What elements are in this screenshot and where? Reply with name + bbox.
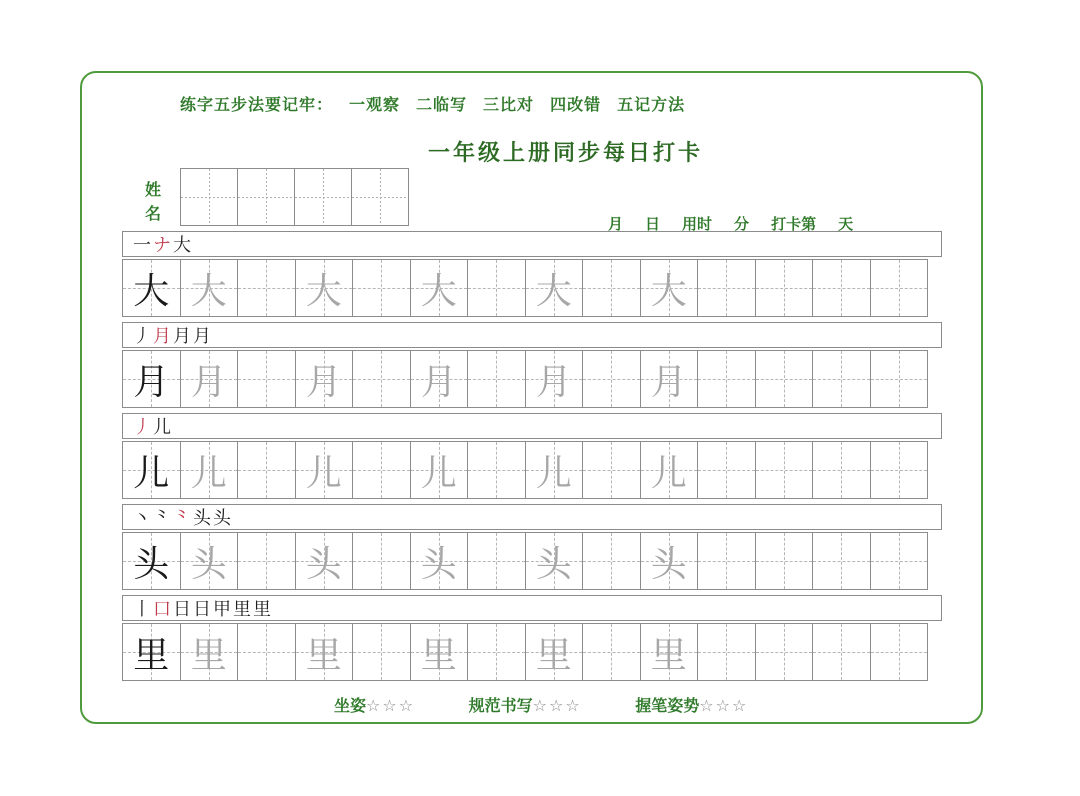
tianzige-cell[interactable] — [525, 532, 584, 590]
stroke-step: 口 — [153, 599, 171, 620]
tianzige-cell[interactable] — [812, 259, 871, 317]
tianzige-cell[interactable] — [410, 441, 469, 499]
page-title: 一年级上册同步每日打卡 — [428, 141, 704, 166]
footer-label: 规范书写 — [468, 696, 533, 715]
tianzige-cell[interactable] — [180, 441, 239, 499]
trace-character: 大 — [305, 270, 342, 312]
stroke-step: ⺀ — [153, 508, 171, 529]
tianzige-cell[interactable] — [352, 259, 411, 317]
checkin-day-label: 打卡第 — [771, 215, 817, 233]
writing-grid-row — [122, 623, 942, 681]
trace-character: 儿 — [305, 452, 342, 494]
tianzige-cell[interactable] — [237, 259, 296, 317]
trace-character: 里 — [420, 634, 457, 676]
name-box-cell[interactable] — [351, 168, 409, 226]
tianzige-cell[interactable] — [122, 259, 181, 317]
trace-character: 里 — [535, 634, 572, 676]
tianzige-cell[interactable] — [870, 441, 929, 499]
evaluation-footer — [334, 693, 796, 716]
tianzige-cell[interactable] — [122, 532, 181, 590]
tianzige-cell[interactable] — [697, 350, 756, 408]
stroke-order-row — [122, 413, 942, 439]
tianzige-cell[interactable] — [237, 441, 296, 499]
trace-character: 头 — [305, 543, 342, 585]
step-5: 五记方法 — [617, 95, 686, 114]
tianzige-cell[interactable] — [812, 350, 871, 408]
tianzige-cell[interactable] — [410, 532, 469, 590]
five-steps-header — [180, 92, 880, 115]
tianzige-cell[interactable] — [410, 350, 469, 408]
trace-character: 里 — [190, 634, 227, 676]
stroke-step: 甲 — [213, 599, 231, 620]
rating-stars[interactable]: ☆☆☆ — [532, 696, 582, 715]
step-3: 三比对 — [483, 95, 535, 114]
tianzige-cell[interactable] — [812, 623, 871, 681]
practice-area — [122, 231, 942, 686]
stroke-step: 月 — [153, 326, 171, 347]
tianzige-cell[interactable] — [122, 623, 181, 681]
tianzige-cell[interactable] — [812, 441, 871, 499]
tianzige-cell[interactable] — [237, 623, 296, 681]
stroke-step: 月 — [193, 326, 211, 347]
step-4: 四改错 — [550, 95, 602, 114]
tianzige-cell[interactable] — [295, 259, 354, 317]
stroke-step: 头 — [213, 508, 231, 529]
writing-grid-row — [122, 259, 942, 317]
trace-character: 头 — [535, 543, 572, 585]
stroke-order-row — [122, 231, 942, 257]
tianzige-cell[interactable] — [640, 623, 699, 681]
name-label — [140, 178, 166, 226]
footer-item-posture — [334, 696, 415, 715]
writing-grid-row — [122, 532, 942, 590]
tianzige-cell[interactable] — [352, 441, 411, 499]
tianzige-cell[interactable] — [755, 623, 814, 681]
tianzige-cell[interactable] — [467, 441, 526, 499]
trace-character: 儿 — [535, 452, 572, 494]
footer-label: 握笔姿势 — [635, 696, 700, 715]
tianzige-cell[interactable] — [870, 532, 929, 590]
tianzige-cell[interactable] — [870, 259, 929, 317]
name-input-boxes[interactable] — [180, 168, 408, 226]
model-character: 大 — [133, 270, 170, 312]
practice-row — [122, 595, 942, 681]
stroke-step: 丨 — [133, 599, 151, 620]
tianzige-cell[interactable] — [410, 623, 469, 681]
trace-character: 大 — [650, 270, 687, 312]
stroke-step: 丶 — [133, 508, 151, 529]
time-used-label: 用时 — [682, 215, 713, 233]
tianzige-cell[interactable] — [640, 532, 699, 590]
tianzige-cell[interactable] — [295, 532, 354, 590]
trace-character: 儿 — [420, 452, 457, 494]
stroke-order-row — [122, 595, 942, 621]
tianzige-cell[interactable] — [410, 259, 469, 317]
tianzige-cell[interactable] — [180, 532, 239, 590]
tianzige-cell[interactable] — [755, 259, 814, 317]
tianzige-cell[interactable] — [525, 350, 584, 408]
model-character: 儿 — [133, 452, 170, 494]
trace-character: 月 — [190, 361, 227, 403]
steps-intro: 练字五步法要记牢： — [180, 95, 334, 114]
rating-stars[interactable]: ☆☆☆ — [366, 696, 416, 715]
name-label-char-2: 名 — [144, 204, 161, 223]
tianzige-cell[interactable] — [755, 350, 814, 408]
trace-character: 大 — [420, 270, 457, 312]
tianzige-cell[interactable] — [582, 623, 641, 681]
tianzige-cell[interactable] — [582, 259, 641, 317]
trace-character: 大 — [535, 270, 572, 312]
writing-grid-row — [122, 441, 942, 499]
name-box-cell[interactable] — [294, 168, 352, 226]
date-day-label: 日 — [645, 215, 661, 233]
trace-character: 月 — [535, 361, 572, 403]
trace-character: 儿 — [650, 452, 687, 494]
stroke-step: 丿 — [133, 326, 151, 347]
name-label-char-1: 姓 — [144, 180, 161, 199]
tianzige-cell[interactable] — [870, 623, 929, 681]
tianzige-cell[interactable] — [525, 259, 584, 317]
tianzige-cell[interactable] — [755, 532, 814, 590]
trace-character: 月 — [305, 361, 342, 403]
tianzige-cell[interactable] — [295, 441, 354, 499]
tianzige-cell[interactable] — [352, 623, 411, 681]
trace-character: 头 — [190, 543, 227, 585]
trace-character: 儿 — [190, 452, 227, 494]
tianzige-cell[interactable] — [237, 532, 296, 590]
tianzige-cell[interactable] — [467, 350, 526, 408]
stroke-step: 日 — [193, 599, 211, 620]
stroke-step: 头 — [193, 508, 211, 529]
trace-character: 头 — [650, 543, 687, 585]
footer-item-grip — [635, 696, 748, 715]
tianzige-cell[interactable] — [697, 623, 756, 681]
stroke-step: 月 — [173, 326, 191, 347]
stroke-order-row — [122, 504, 942, 530]
stroke-step: 丿 — [133, 417, 151, 438]
stroke-step: 儿 — [153, 417, 171, 438]
tianzige-cell[interactable] — [697, 259, 756, 317]
stroke-step: 大 — [173, 235, 191, 256]
tianzige-cell[interactable] — [697, 532, 756, 590]
tianzige-cell[interactable] — [467, 532, 526, 590]
tianzige-cell[interactable] — [467, 259, 526, 317]
tianzige-cell[interactable] — [870, 350, 929, 408]
trace-character: 里 — [650, 634, 687, 676]
stroke-step: 里 — [233, 599, 251, 620]
tianzige-cell[interactable] — [180, 350, 239, 408]
tianzige-cell[interactable] — [582, 350, 641, 408]
tianzige-cell[interactable] — [122, 350, 181, 408]
stroke-step: 里 — [253, 599, 271, 620]
rating-stars[interactable]: ☆☆☆ — [699, 696, 749, 715]
minutes-label: 分 — [734, 215, 750, 233]
practice-row — [122, 413, 942, 499]
model-character: 月 — [133, 361, 170, 403]
tianzige-cell[interactable] — [237, 350, 296, 408]
stroke-step: ナ — [153, 235, 171, 256]
practice-row — [122, 504, 942, 590]
practice-row — [122, 322, 942, 408]
tianzige-cell[interactable] — [180, 623, 239, 681]
stroke-step: ⺀ — [173, 508, 191, 529]
model-character: 头 — [133, 543, 170, 585]
tianzige-cell[interactable] — [295, 623, 354, 681]
tianzige-cell[interactable] — [525, 623, 584, 681]
trace-character: 大 — [190, 270, 227, 312]
model-character: 里 — [133, 634, 170, 676]
footer-label: 坐姿 — [334, 696, 367, 715]
tianzige-cell[interactable] — [352, 532, 411, 590]
trace-character: 里 — [305, 634, 342, 676]
tianzige-cell[interactable] — [697, 441, 756, 499]
tianzige-cell[interactable] — [755, 441, 814, 499]
tianzige-cell[interactable] — [582, 532, 641, 590]
tianzige-cell[interactable] — [640, 350, 699, 408]
practice-row — [122, 231, 942, 317]
tianzige-cell[interactable] — [467, 623, 526, 681]
writing-grid-row — [122, 350, 942, 408]
tianzige-cell[interactable] — [582, 441, 641, 499]
stroke-step: 日 — [173, 599, 191, 620]
step-2: 二临写 — [416, 95, 468, 114]
tianzige-cell[interactable] — [180, 259, 239, 317]
tianzige-cell[interactable] — [352, 350, 411, 408]
name-box-cell[interactable] — [180, 168, 238, 226]
tianzige-cell[interactable] — [295, 350, 354, 408]
trace-character: 月 — [420, 361, 457, 403]
day-suffix-label: 天 — [838, 215, 854, 233]
tianzige-cell[interactable] — [640, 259, 699, 317]
footer-item-writing — [469, 696, 582, 715]
trace-character: 月 — [650, 361, 687, 403]
tianzige-cell[interactable] — [640, 441, 699, 499]
stroke-step: 一 — [133, 235, 151, 256]
tianzige-cell[interactable] — [812, 532, 871, 590]
tianzige-cell[interactable] — [122, 441, 181, 499]
date-month-label: 月 — [608, 215, 624, 233]
stroke-order-row — [122, 322, 942, 348]
trace-character: 头 — [420, 543, 457, 585]
step-1: 一观察 — [349, 95, 401, 114]
name-box-cell[interactable] — [237, 168, 295, 226]
tianzige-cell[interactable] — [525, 441, 584, 499]
